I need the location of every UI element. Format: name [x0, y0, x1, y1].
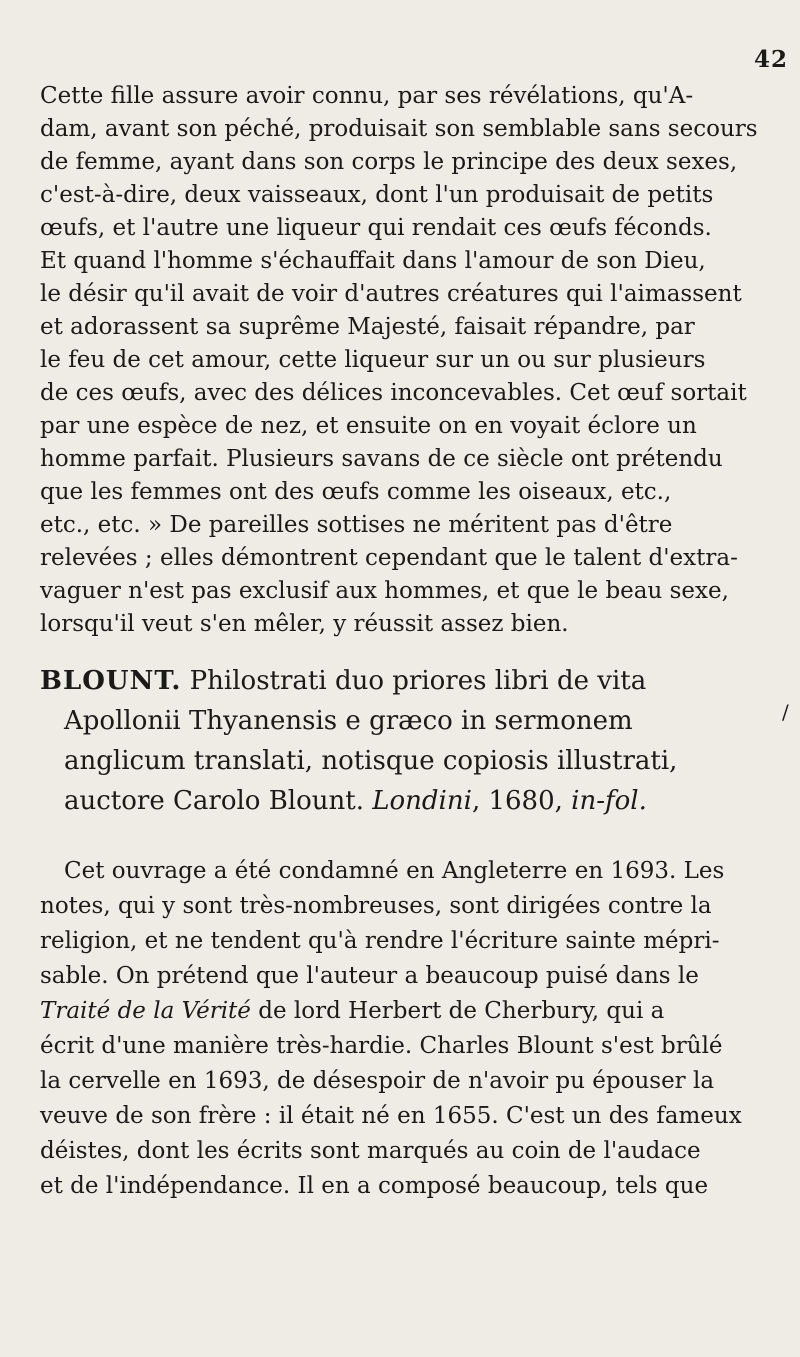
passage-line: relevées ; elles démontrent cependant que le talent d'extra-	[40, 545, 738, 571]
entry-format: in-fol.	[571, 786, 647, 816]
margin-mark: /	[782, 700, 789, 724]
review-line	[40, 1000, 664, 1023]
work-title: Traité de la Vérité	[40, 998, 251, 1024]
passage-line: etc., etc. » De pareilles sottises ne méritent pas d'être	[40, 512, 673, 538]
review-line: et de l'indépendance. Il en a composé beaucoup, tels que	[40, 1173, 709, 1199]
passage-line: homme parfait. Plusieurs savans de ce siècle ont prétendu	[40, 446, 723, 472]
passage-line: vaguer n'est pas exclusif aux hommes, et que le beau sexe,	[40, 578, 729, 604]
passage-line: que les femmes ont des œufs comme les oiseaux, etc.,	[40, 479, 672, 505]
passage-line: Et quand l'homme s'échauffait dans l'amour de son Dieu,	[40, 248, 706, 274]
review-line: la cervelle en 1693, de désespoir de n'avoir pu épouser la	[40, 1068, 715, 1094]
entry-place: Londini	[372, 786, 472, 816]
entry-line-4	[64, 788, 647, 814]
passage-line: le désir qu'il avait de voir d'autres créatures qui l'aimassent	[40, 281, 742, 307]
entry-line-1	[40, 668, 646, 694]
entry-line-3: anglicum translati, notisque copiosis illustrati,	[64, 746, 678, 776]
passage-line: lorsqu'il veut s'en mêler, y réussit assez bien.	[40, 611, 569, 637]
entry-line-2: Apollonii Thyanensis e græco in sermonem	[64, 706, 633, 736]
entry-title-part: Philostrati duo priores libri de vita	[189, 666, 647, 696]
review-line: notes, qui y sont très-nombreuses, sont dirigées contre la	[40, 893, 712, 919]
page-number: 42	[754, 46, 789, 73]
review-line: religion, et ne tendent qu'à rendre l'écriture sainte mépri-	[40, 928, 720, 954]
passage-line: c'est-à-dire, deux vaisseaux, dont l'un produisait de petits	[40, 182, 714, 208]
passage-line: dam, avant son péché, produisait son semblable sans secours	[40, 116, 758, 142]
passage-line: le feu de cet amour, cette liqueur sur un ou sur plusieurs	[40, 347, 706, 373]
review-line: sable. On prétend que l'auteur a beaucoup puisé dans le	[40, 963, 699, 989]
review-line-rest: de lord Herbert de Cherbury, qui a	[250, 998, 665, 1024]
passage-line: par une espèce de nez, et ensuite on en voyait éclore un	[40, 413, 697, 439]
review-line: écrit d'une manière très-hardie. Charles Blount s'est brûlé	[40, 1033, 723, 1059]
passage-line: et adorassent sa suprême Majesté, faisait répandre, par	[40, 314, 695, 340]
passage-line: œufs, et l'autre une liqueur qui rendait ces œufs féconds.	[40, 215, 712, 241]
entry-year: , 1680,	[471, 786, 572, 816]
entry-author: BLOUNT.	[40, 666, 182, 696]
entry-author-credit: auctore Carolo Blount.	[64, 786, 373, 816]
passage-line: de ces œufs, avec des délices inconcevables. Cet œuf sortait	[40, 380, 747, 406]
passage-line: Cette fille assure avoir connu, par ses révélations, qu'A-	[40, 83, 694, 109]
passage-line: de femme, ayant dans son corps le principe des deux sexes,	[40, 149, 738, 175]
review-line: veuve de son frère : il était né en 1655. C'est un des fameux	[40, 1103, 742, 1129]
review-line: Cet ouvrage a été condamné en Angleterre en 1693. Les	[64, 858, 725, 884]
review-line: déistes, dont les écrits sont marqués au coin de l'audace	[40, 1138, 701, 1164]
